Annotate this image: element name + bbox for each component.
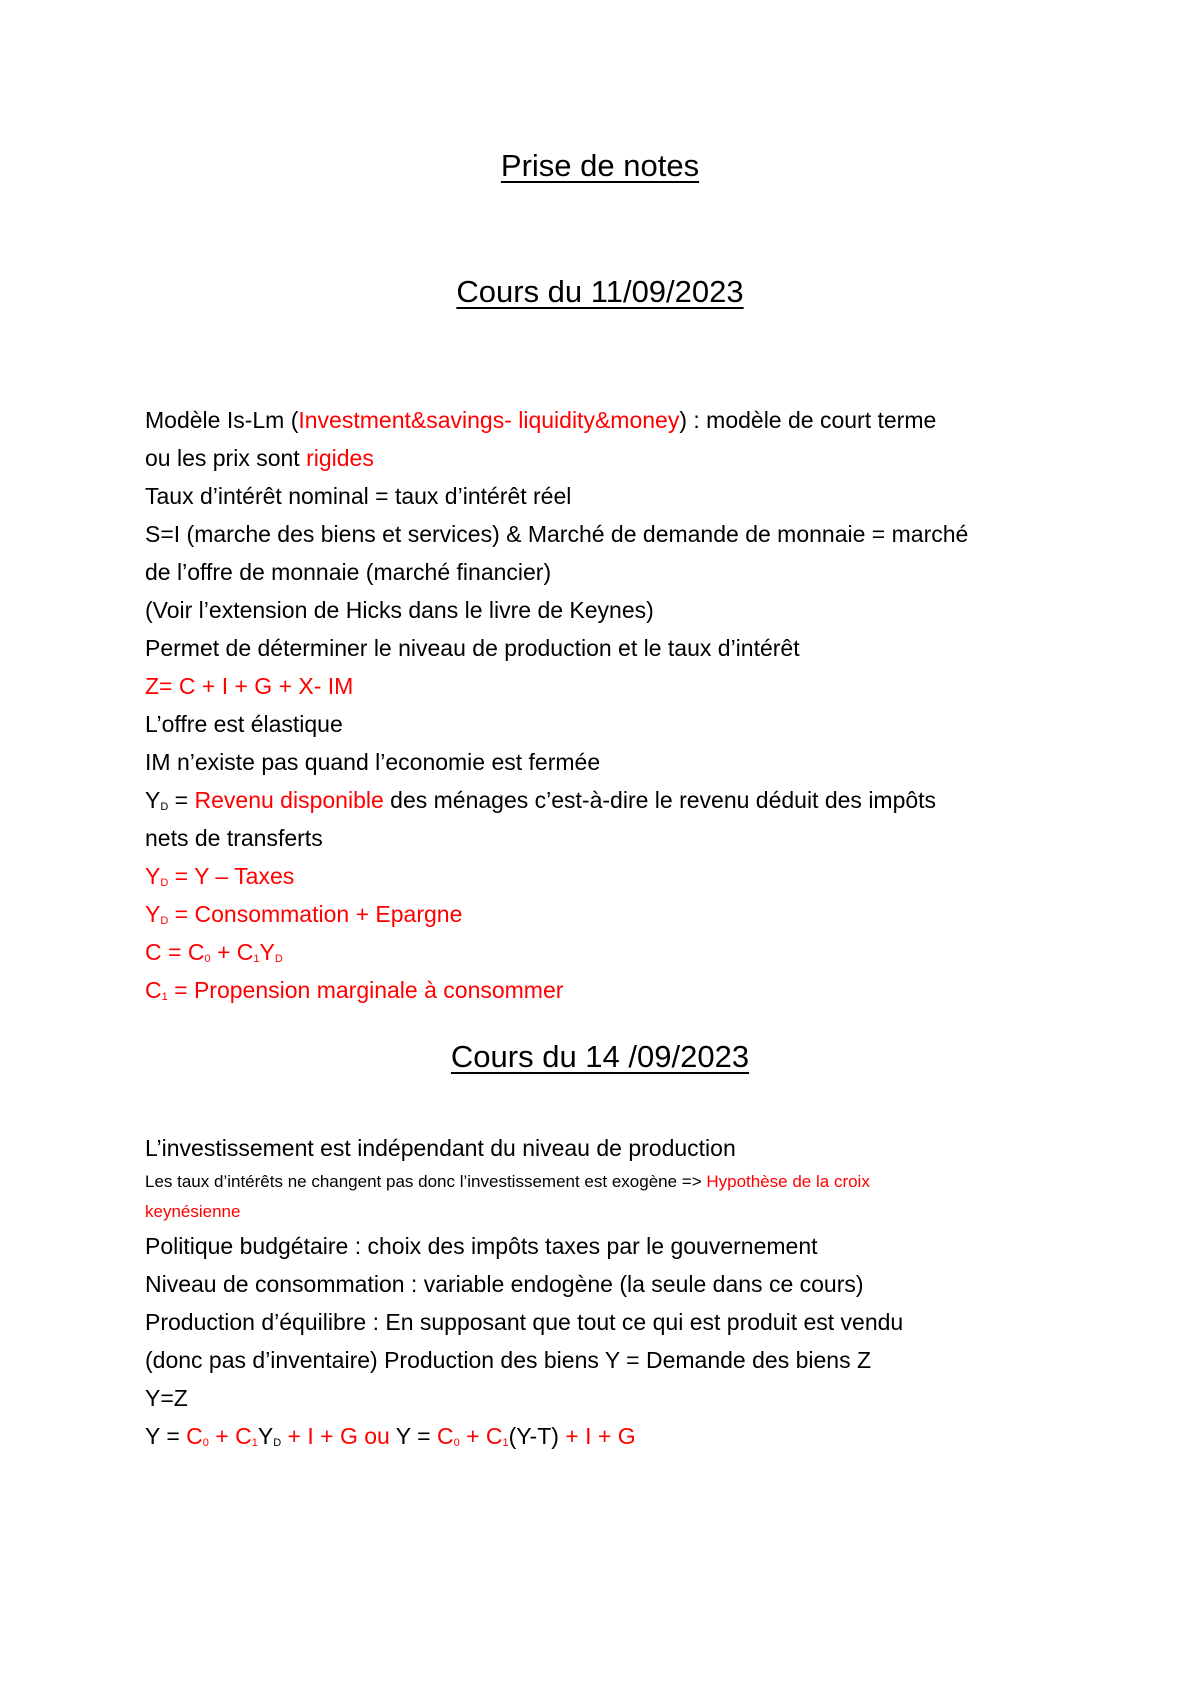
formula-line: Y=Z bbox=[145, 1385, 188, 1411]
text-line: Taux d’intérêt nominal = taux d’intérêt réel bbox=[145, 483, 572, 509]
formula-line: $Y_D$ = Consommation + Epargne bbox=[145, 901, 463, 927]
text-line: S=I (marche des biens et services) & Marché de demande de monnaie = marché bbox=[145, 521, 969, 547]
text-line: L’investissement est indépendant du niveau de production bbox=[145, 1135, 736, 1161]
text-line: de l’offre de monnaie (marché financier) bbox=[145, 559, 552, 585]
text-line: (donc pas d’inventaire) Production des biens Y = Demande des biens Z bbox=[145, 1347, 872, 1373]
text-line: Niveau de consommation : variable endogène (la seule dans ce cours) bbox=[145, 1271, 864, 1297]
text-line: ou les prix sont rigides bbox=[145, 445, 374, 471]
text-line: Les taux d’intérêts ne changent pas donc l’investissement est exogène => Hypothèse de la croix bbox=[145, 1172, 870, 1191]
text-line: keynésienne bbox=[145, 1202, 241, 1221]
section-heading-2: Cours du 14 /09/2023 bbox=[450, 1039, 750, 1074]
text-line: Production d’équilibre : En supposant que tout ce qui est produit est vendu bbox=[145, 1309, 904, 1335]
text-line: $Y_D$ = Revenu disponible des ménages c’est-à-dire le revenu déduit des impôts bbox=[145, 787, 937, 813]
text-line: Politique budgétaire : choix des impôts taxes par le gouvernement bbox=[145, 1233, 818, 1259]
formula-line: $Y_D = Y$ – Taxes bbox=[145, 863, 295, 889]
formula-line: $C = C_0 + C_1Y_D$ bbox=[145, 939, 283, 965]
text-line: IM n’existe pas quand l’economie est fermée bbox=[145, 749, 601, 775]
text-line: (Voir l’extension de Hicks dans le livre de Keynes) bbox=[145, 597, 654, 623]
section-body-2 bbox=[145, 1129, 1095, 1455]
formula-line: Z= C + I + G + X- IM bbox=[145, 673, 354, 699]
section-body-1 bbox=[145, 401, 1095, 1009]
text-line: Modèle Is-Lm (Investment&savings- liquidity&money) : modèle de court terme bbox=[145, 407, 937, 433]
page-title: Prise de notes bbox=[500, 148, 700, 183]
text-line: Permet de déterminer le niveau de production et le taux d’intérêt bbox=[145, 635, 800, 661]
section-heading-1: Cours du 11/09/2023 bbox=[456, 274, 744, 309]
formula-line: $C_1$ = Propension marginale à consommer bbox=[145, 977, 564, 1003]
text-line: nets de transferts bbox=[145, 825, 323, 851]
formula-line: $Y = C_0 + C_1Y_D + I + G$ ou $Y = C_0 + C_1(Y-T) + I + G$ bbox=[145, 1423, 636, 1449]
text-line: L’offre est élastique bbox=[145, 711, 343, 737]
